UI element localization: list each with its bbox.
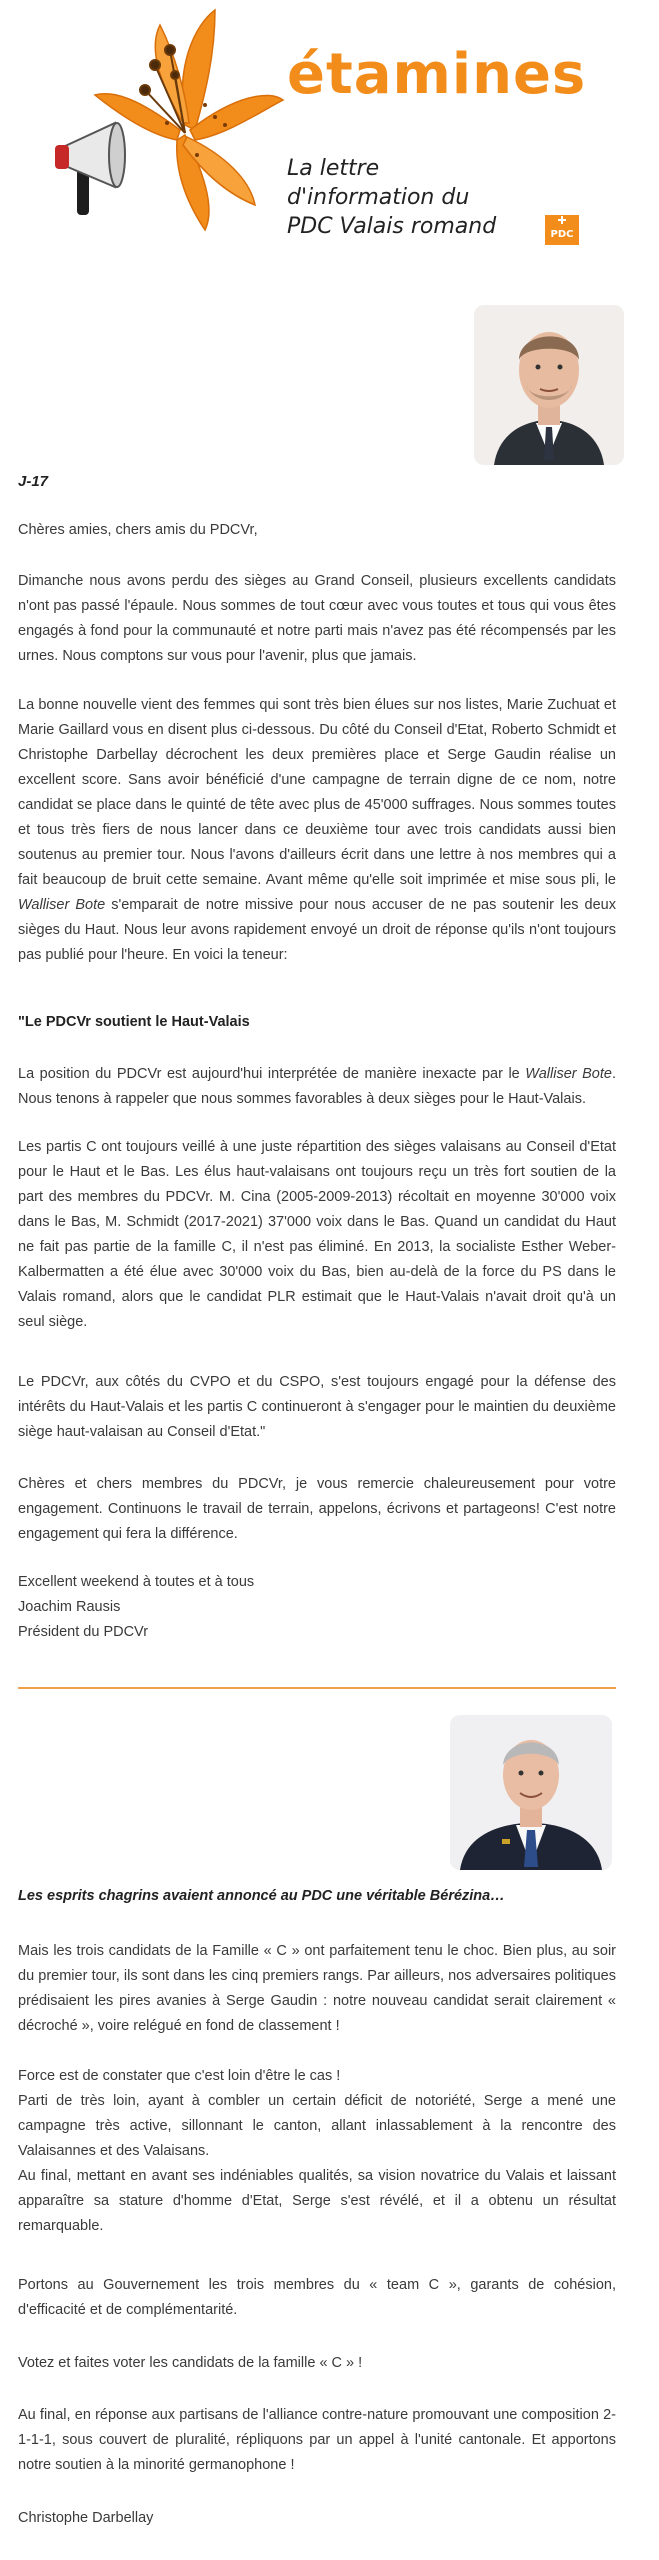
quote-paragraph xyxy=(18,1370,616,1445)
paragraph-text-part: . Nous tenons à rappeler que nous sommes favorables à deux sièges pour le Haut-Valais. xyxy=(18,1066,616,1107)
paragraph-text: Au final, mettant en avant ses indéniables qualités, sa vision novatrice du Valais et laissant apparaître sa stature d'homme d'Etat, Serge s'est révélé, et il a obtenu un résultat remarquable. xyxy=(18,2168,616,2234)
tagline-line: d'information du xyxy=(287,185,470,210)
paragraph-text-part: La position du PDCVr est aujourd'hui interprétée de manière inexacte par le xyxy=(18,1066,526,1082)
greeting-text: Chères amies, chers amis du PDCVr, xyxy=(18,522,258,538)
letter-paragraph xyxy=(18,569,616,669)
newsletter-header xyxy=(0,0,659,270)
pdc-logo-badge xyxy=(545,215,579,245)
paragraph-text-part: La bonne nouvelle vient des femmes qui sont très bien élues sur nos listes, Marie Zuchuat et Marie Gaillard vous en disent plus ci-dessous. Du côté du Conseil d'Etat, Roberto Schmidt et Christophe Darbellay décrochent les deux premières place et Serge Gaudin réalise un excellent score. Sans avoir bénéficié d'une campagne de terrain digne de ce nom, notre candidat se place dans le quinté de tête avec plus de 45'000 suffrages. Nous sommes toutes et tous très fiers de nous lancer dans ce deuxième tour avec trois candidats aussi bien soutenus au premier tour. Nous l'avons d'ailleurs écrit dans une lettre à nos membres qui a fait beaucoup de bruit cette semaine. Avant même qu'elle soit imprimée et mise sous pli, le xyxy=(18,697,616,888)
signer-role: Président du PDCVr xyxy=(18,1624,149,1640)
letter-paragraph xyxy=(18,1939,616,2039)
letter-paragraph xyxy=(18,2403,616,2478)
paragraph-text: Portons au Gouvernement les trois membres du « team C », garants de cohésion, d'efficacité et de complémentarité. xyxy=(18,2277,616,2318)
letter-paragraph xyxy=(18,2351,616,2376)
pdc-badge-label: PDC xyxy=(550,229,574,240)
letter-greeting xyxy=(18,518,616,543)
paragraph-text: Au final, en réponse aux partisans de l'alliance contre-nature promouvant une composition 2-1-1-1, sous couvert de pluralité, répliquons par un appel à l'unité cantonale. Et apportons notre soutien à la minorité germanophone ! xyxy=(18,2407,616,2473)
lily-megaphone-logo xyxy=(55,5,285,235)
letter-paragraph xyxy=(18,1472,616,1547)
newspaper-name: Walliser Bote xyxy=(525,1066,612,1082)
paragraph-text xyxy=(18,1062,616,1112)
cross-icon xyxy=(558,219,566,221)
paragraph-text: Parti de très loin, ayant à combler un certain déficit de notoriété, Serge a mené une campagne très active, sillonnant le canton, allant inlassablement à la rencontre des Valaisannes et des Valaisans. xyxy=(18,2093,616,2159)
tagline-line: La lettre xyxy=(287,156,380,181)
paragraph-text-part: s'emparait de notre missive pour nous accuser de ne pas soutenir les deux sièges du Haut. Nous leur avons rapidement envoyé un droit de réponse qu'ils n'ont toujours pas publié pour l'heure. En voici la teneur: xyxy=(18,897,616,963)
newsletter-tagline xyxy=(287,154,496,241)
signer-name: Joachim Rausis xyxy=(18,1599,121,1615)
paragraph-text: Mais les trois candidats de la Famille « C » ont parfaitement tenu le choc. Bien plus, au soir du premier tour, ils sont dans les cinq premiers rangs. Par ailleurs, nos adversaires politiques prédisaient les pires avanies à Serge Gaudin : notre nouveau candidat serait clairement « décroché », voire relégué en fond de classement ! xyxy=(18,1943,616,2034)
portrait-illustration xyxy=(474,305,624,465)
section-divider xyxy=(18,1687,616,1689)
quote-paragraph xyxy=(18,1135,616,1335)
paragraph-text: Les partis C ont toujours veillé à une juste répartition des sièges valaisans au Conseil d'Etat pour le Haut et le Bas. Les élus haut-valaisans ont toujours reçu un très fort soutien de la part des membres du PDCVr. M. Cina (2005-2009-2013) récoltait en moyenne 30'000 voix dans le Bas, M. Schmidt (2017-2021) 37'000 voix dans le Bas. Quand un candidat du Haut ne fait pas partie de la famille C, il n'est pas éliminé. En 2013, la socialiste Esther Weber-Kalbermatten a été élue avec 30'000 voix du Bas, bien au-delà de la force du PS dans le Valais romand, alors que le candidat PLR estimait que le Haut-Valais n'avait droit qu'à un seul siège. xyxy=(18,1139,616,1330)
newspaper-name: Walliser Bote xyxy=(18,897,106,913)
portrait-illustration xyxy=(450,1715,612,1870)
letter-paragraph xyxy=(18,2273,616,2323)
paragraph-text: Chères et chers membres du PDCVr, je vous remercie chaleureusement pour votre engagement. Continuons le travail de terrain, appelons, écrivons et partageons! C'est notre engagement qui fera la différence. xyxy=(18,1476,616,1542)
author-portrait-darbellay xyxy=(450,1715,612,1870)
letter-signature xyxy=(18,2506,616,2531)
letter-paragraph xyxy=(18,2064,616,2239)
countdown-tag: J-17 xyxy=(18,473,49,490)
closing-text: Excellent weekend à toutes et à tous xyxy=(18,1574,255,1590)
brand-title: étamines xyxy=(287,42,587,107)
paragraph-text: Force est de constater que c'est loin d'être le cas ! xyxy=(18,2068,341,2084)
letter-signature xyxy=(18,1570,616,1645)
paragraph-text xyxy=(18,693,616,968)
author-portrait-rausis xyxy=(474,305,624,465)
quote-heading xyxy=(18,1010,616,1035)
paragraph-text: Le PDCVr, aux côtés du CVPO et du CSPO, s'est toujours engagé pour la défense des intérêts du Haut-Valais et les partis C continueront à s'engager pour le maintien du deuxième siège haut-valaisan au Conseil d'Etat." xyxy=(18,1374,616,1440)
paragraph-text: Dimanche nous avons perdu des sièges au Grand Conseil, plusieurs excellents candidats n'ont pas passé l'épaule. Nous sommes de tout cœur avec vous toutes et tous qui vous êtes engagés à fond pour la communauté et notre parti mais n'avez pas été récompensés par les urnes. Nous comptons sur vous pour l'avenir, plus que jamais. xyxy=(18,573,616,664)
section-title: Les esprits chagrins avaient annoncé au PDC une véritable Bérézina… xyxy=(18,1888,505,1904)
paragraph-text: Votez et faites voter les candidats de la famille « C » ! xyxy=(18,2355,363,2371)
quote-paragraph xyxy=(18,1062,616,1112)
tagline-line: PDC Valais romand xyxy=(287,214,497,239)
signer-name: Christophe Darbellay xyxy=(18,2510,154,2526)
letter-paragraph xyxy=(18,693,616,968)
quote-heading-text: "Le PDCVr soutient le Haut-Valais xyxy=(18,1014,250,1030)
